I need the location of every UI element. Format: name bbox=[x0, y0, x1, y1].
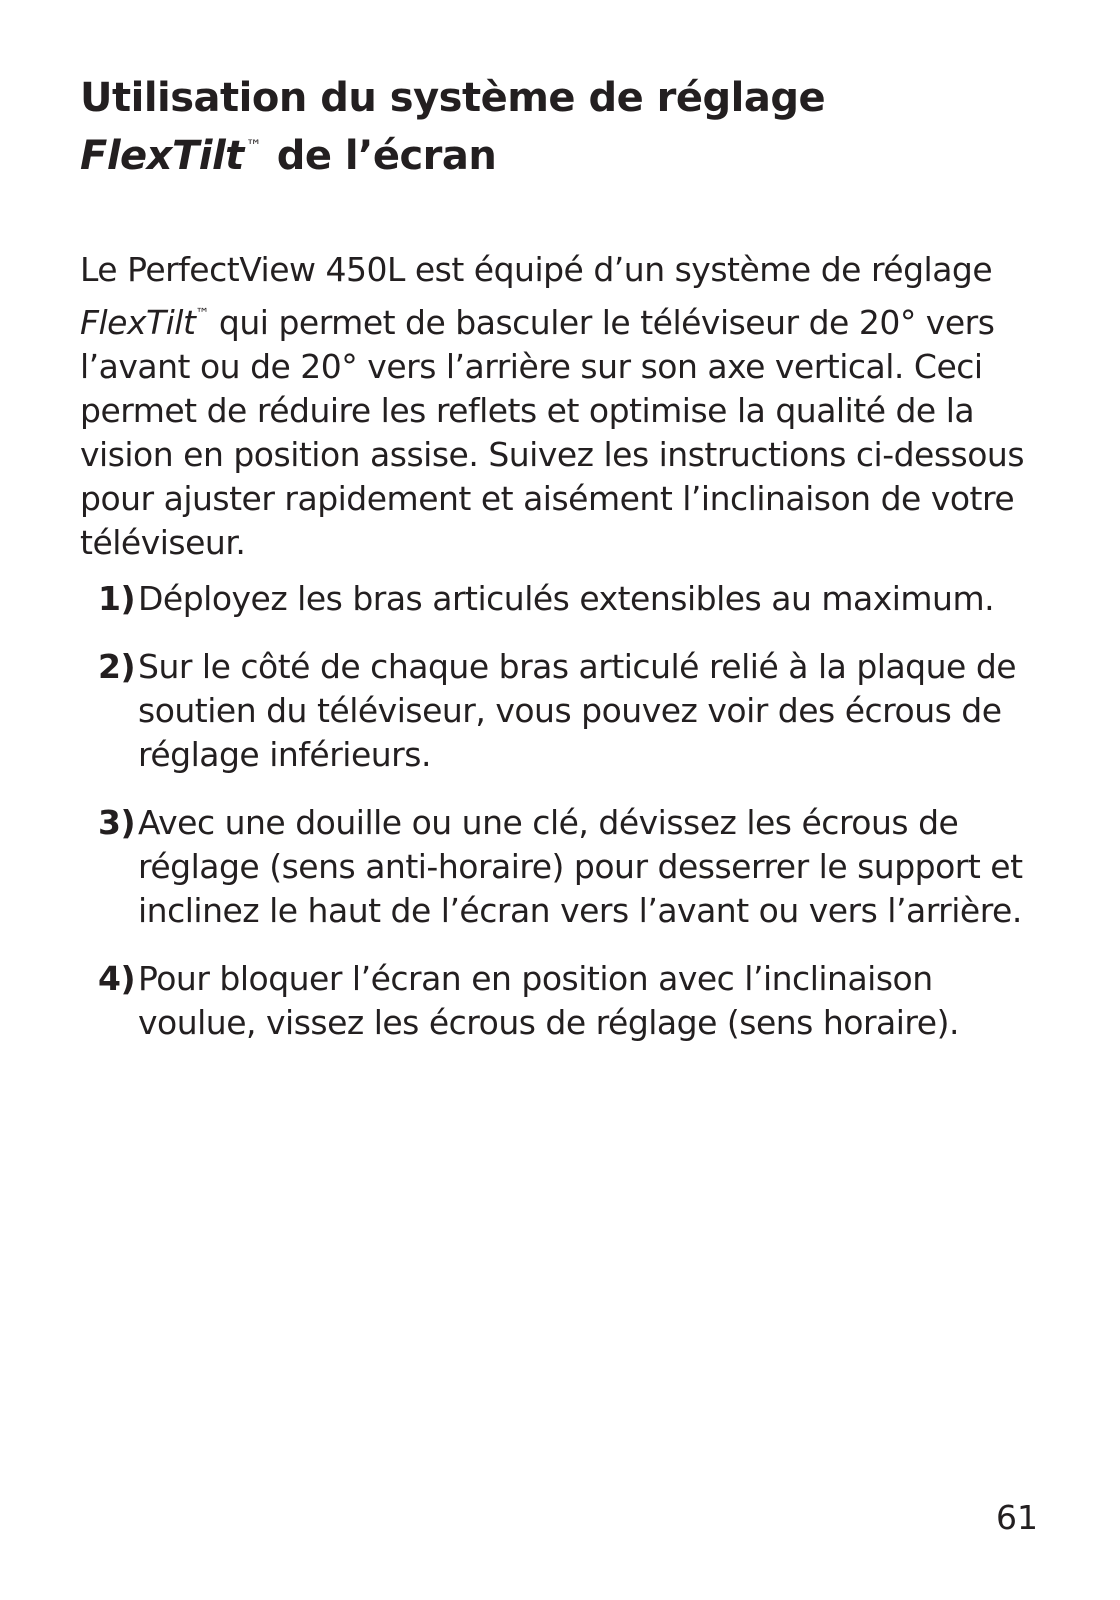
step-item bbox=[80, 801, 1040, 933]
page-number: 61 bbox=[996, 1498, 1038, 1537]
step-text: Avec une douille ou une clé, dévissez les écrous de réglage (sens anti-horaire) pour desserrer le support et inclinez le haut de l’écran vers l’avant ou vers l’arrière. bbox=[138, 803, 1023, 930]
step-item bbox=[80, 577, 1040, 621]
step-text: Sur le côté de chaque bras articulé relié à la plaque de soutien du téléviseur, vous pouvez voir des écrous de réglage inférieurs. bbox=[138, 647, 1017, 774]
title-line-1: Utilisation du système de réglage bbox=[80, 75, 826, 121]
step-number: 3) bbox=[98, 803, 136, 842]
page-content bbox=[80, 74, 1040, 1069]
step-item bbox=[80, 957, 1040, 1045]
title-brand: FlexTilt bbox=[80, 133, 244, 179]
intro-trademark: ™ bbox=[195, 306, 209, 322]
intro-lead: Le PerfectView 450L est équipé d’un système de réglage bbox=[80, 250, 993, 289]
page-title bbox=[80, 74, 1040, 180]
step-item bbox=[80, 645, 1040, 777]
step-number: 2) bbox=[98, 647, 136, 686]
step-number: 4) bbox=[98, 959, 136, 998]
step-text: Déployez les bras articulés extensibles au maximum. bbox=[138, 579, 995, 618]
title-line-2-rest: de l’écran bbox=[276, 133, 497, 179]
title-line-2 bbox=[80, 122, 1040, 180]
steps-list bbox=[80, 577, 1040, 1045]
step-number: 1) bbox=[98, 579, 136, 618]
intro-paragraph bbox=[80, 248, 1040, 565]
intro-brand: FlexTilt bbox=[80, 303, 196, 342]
step-text: Pour bloquer l’écran en position avec l’inclinaison voulue, vissez les écrous de réglage (sens horaire). bbox=[138, 959, 959, 1042]
title-trademark: ™ bbox=[245, 136, 262, 155]
intro-rest: qui permet de basculer le téléviseur de 20° vers l’avant ou de 20° vers l’arrière sur son axe vertical. Ceci permet de réduire les reflets et optimise la qualité de la vision en position assise. Suivez les instructions ci-dessous pour ajuster rapidement et aisément l’inclinaison de votre téléviseur. bbox=[80, 303, 1025, 562]
